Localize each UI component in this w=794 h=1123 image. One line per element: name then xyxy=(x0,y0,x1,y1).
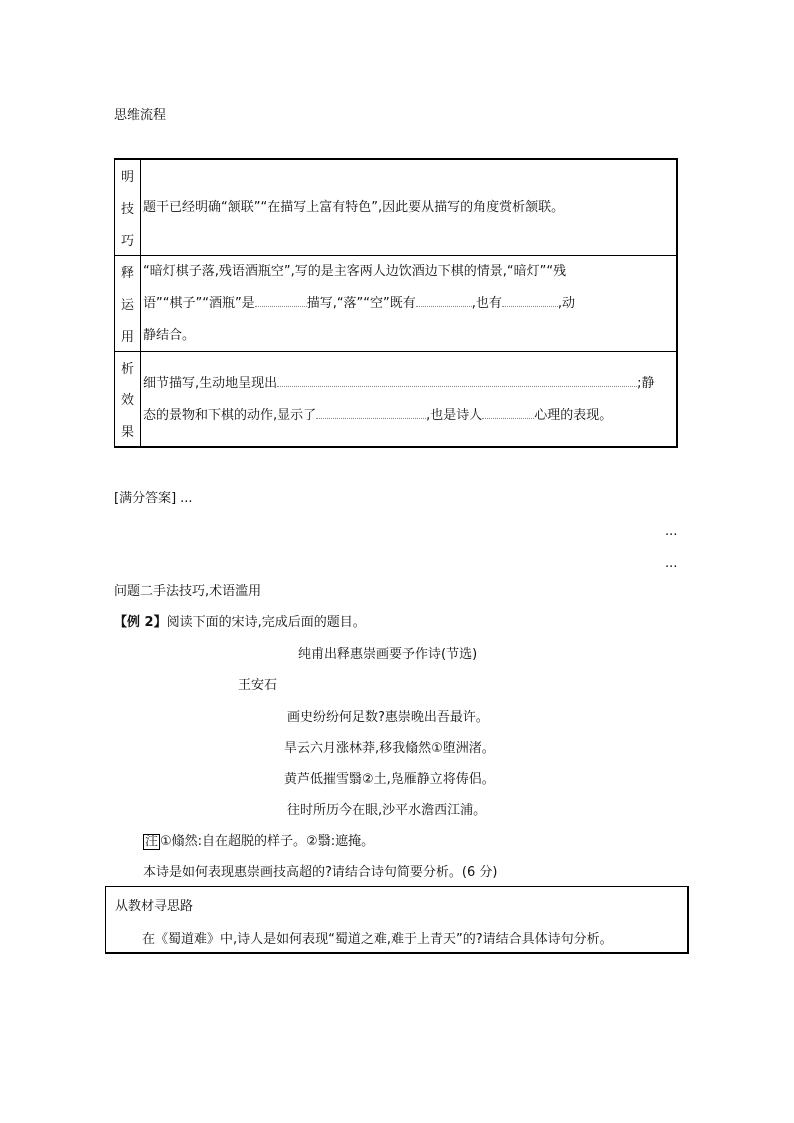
poem-notes: 注 ①翛然:自在超脱的样子。②翳:遮掩。 xyxy=(145,834,375,849)
table-row xyxy=(115,160,676,256)
textbook-title: 从教材寻思路 xyxy=(115,899,194,914)
row-content: 细节描写,生动地呈现出 ;静 态的景物和下棋的动作,显示了 ,也是诗人 心理的表现。 xyxy=(143,368,672,432)
poem-line: 往时所历今在眼,沙平水澹西江浦。 xyxy=(287,803,487,818)
row-content: 题干已经明确“颔联”“在描写上富有特色”,因此要从描写的角度赏析颔联。 xyxy=(143,200,565,215)
answer-dots: ... xyxy=(665,556,678,571)
example-instruction: 【例 2】阅读下面的宋诗,完成后面的题目。 xyxy=(114,615,366,630)
fill-blank[interactable] xyxy=(316,404,426,419)
analysis-table xyxy=(114,158,678,448)
row-content: “暗灯棋子落,残语酒瓶空”,写的是主客两人边饮酒边下棋的情景,“暗灯”“残 语”“棋子”“酒瓶”是 描写,“落”“空”既有 ,也有 ,动 静结合。 xyxy=(143,264,576,343)
table-row xyxy=(115,352,676,446)
answer-dots: ... xyxy=(665,524,678,539)
fill-blank[interactable] xyxy=(416,292,472,307)
row-label: 释 运 用 xyxy=(115,256,141,351)
note-tag: 注 xyxy=(145,834,159,849)
poem-title: 纯甫出释惠崇画要予作诗(节选) xyxy=(298,647,478,662)
poem-line: 黄芦低摧雪翳②土,凫雁静立将俦侣。 xyxy=(284,772,495,787)
poem-line: 旱云六月涨林莽,移我翛然①堕洲渚。 xyxy=(284,741,495,756)
row-label: 析 效 果 xyxy=(115,352,141,446)
table-row xyxy=(115,256,676,352)
question-text: 本诗是如何表现惠崇画技高超的?请结合诗句简要分析。(6 分) xyxy=(143,865,498,880)
section-title: 思维流程 xyxy=(114,108,167,123)
textbook-question: 在《蜀道难》中,诗人是如何表现“蜀道之难,难于上青天”的?请结合具体诗句分析。 xyxy=(142,932,613,947)
fill-blank[interactable] xyxy=(482,404,534,419)
textbook-box xyxy=(105,886,689,954)
poem-author: 王安石 xyxy=(238,678,278,693)
problem-heading: 问题二手法技巧,术语滥用 xyxy=(114,584,262,599)
fill-blank[interactable] xyxy=(502,292,558,307)
answer-label: [满分答案] ... xyxy=(114,491,193,506)
fill-blank[interactable] xyxy=(255,292,307,307)
row-label: 明 技 巧 xyxy=(115,160,141,255)
poem-line: 画史纷纷何足数?惠崇晚出吾最许。 xyxy=(287,710,489,725)
fill-blank[interactable] xyxy=(277,372,637,387)
